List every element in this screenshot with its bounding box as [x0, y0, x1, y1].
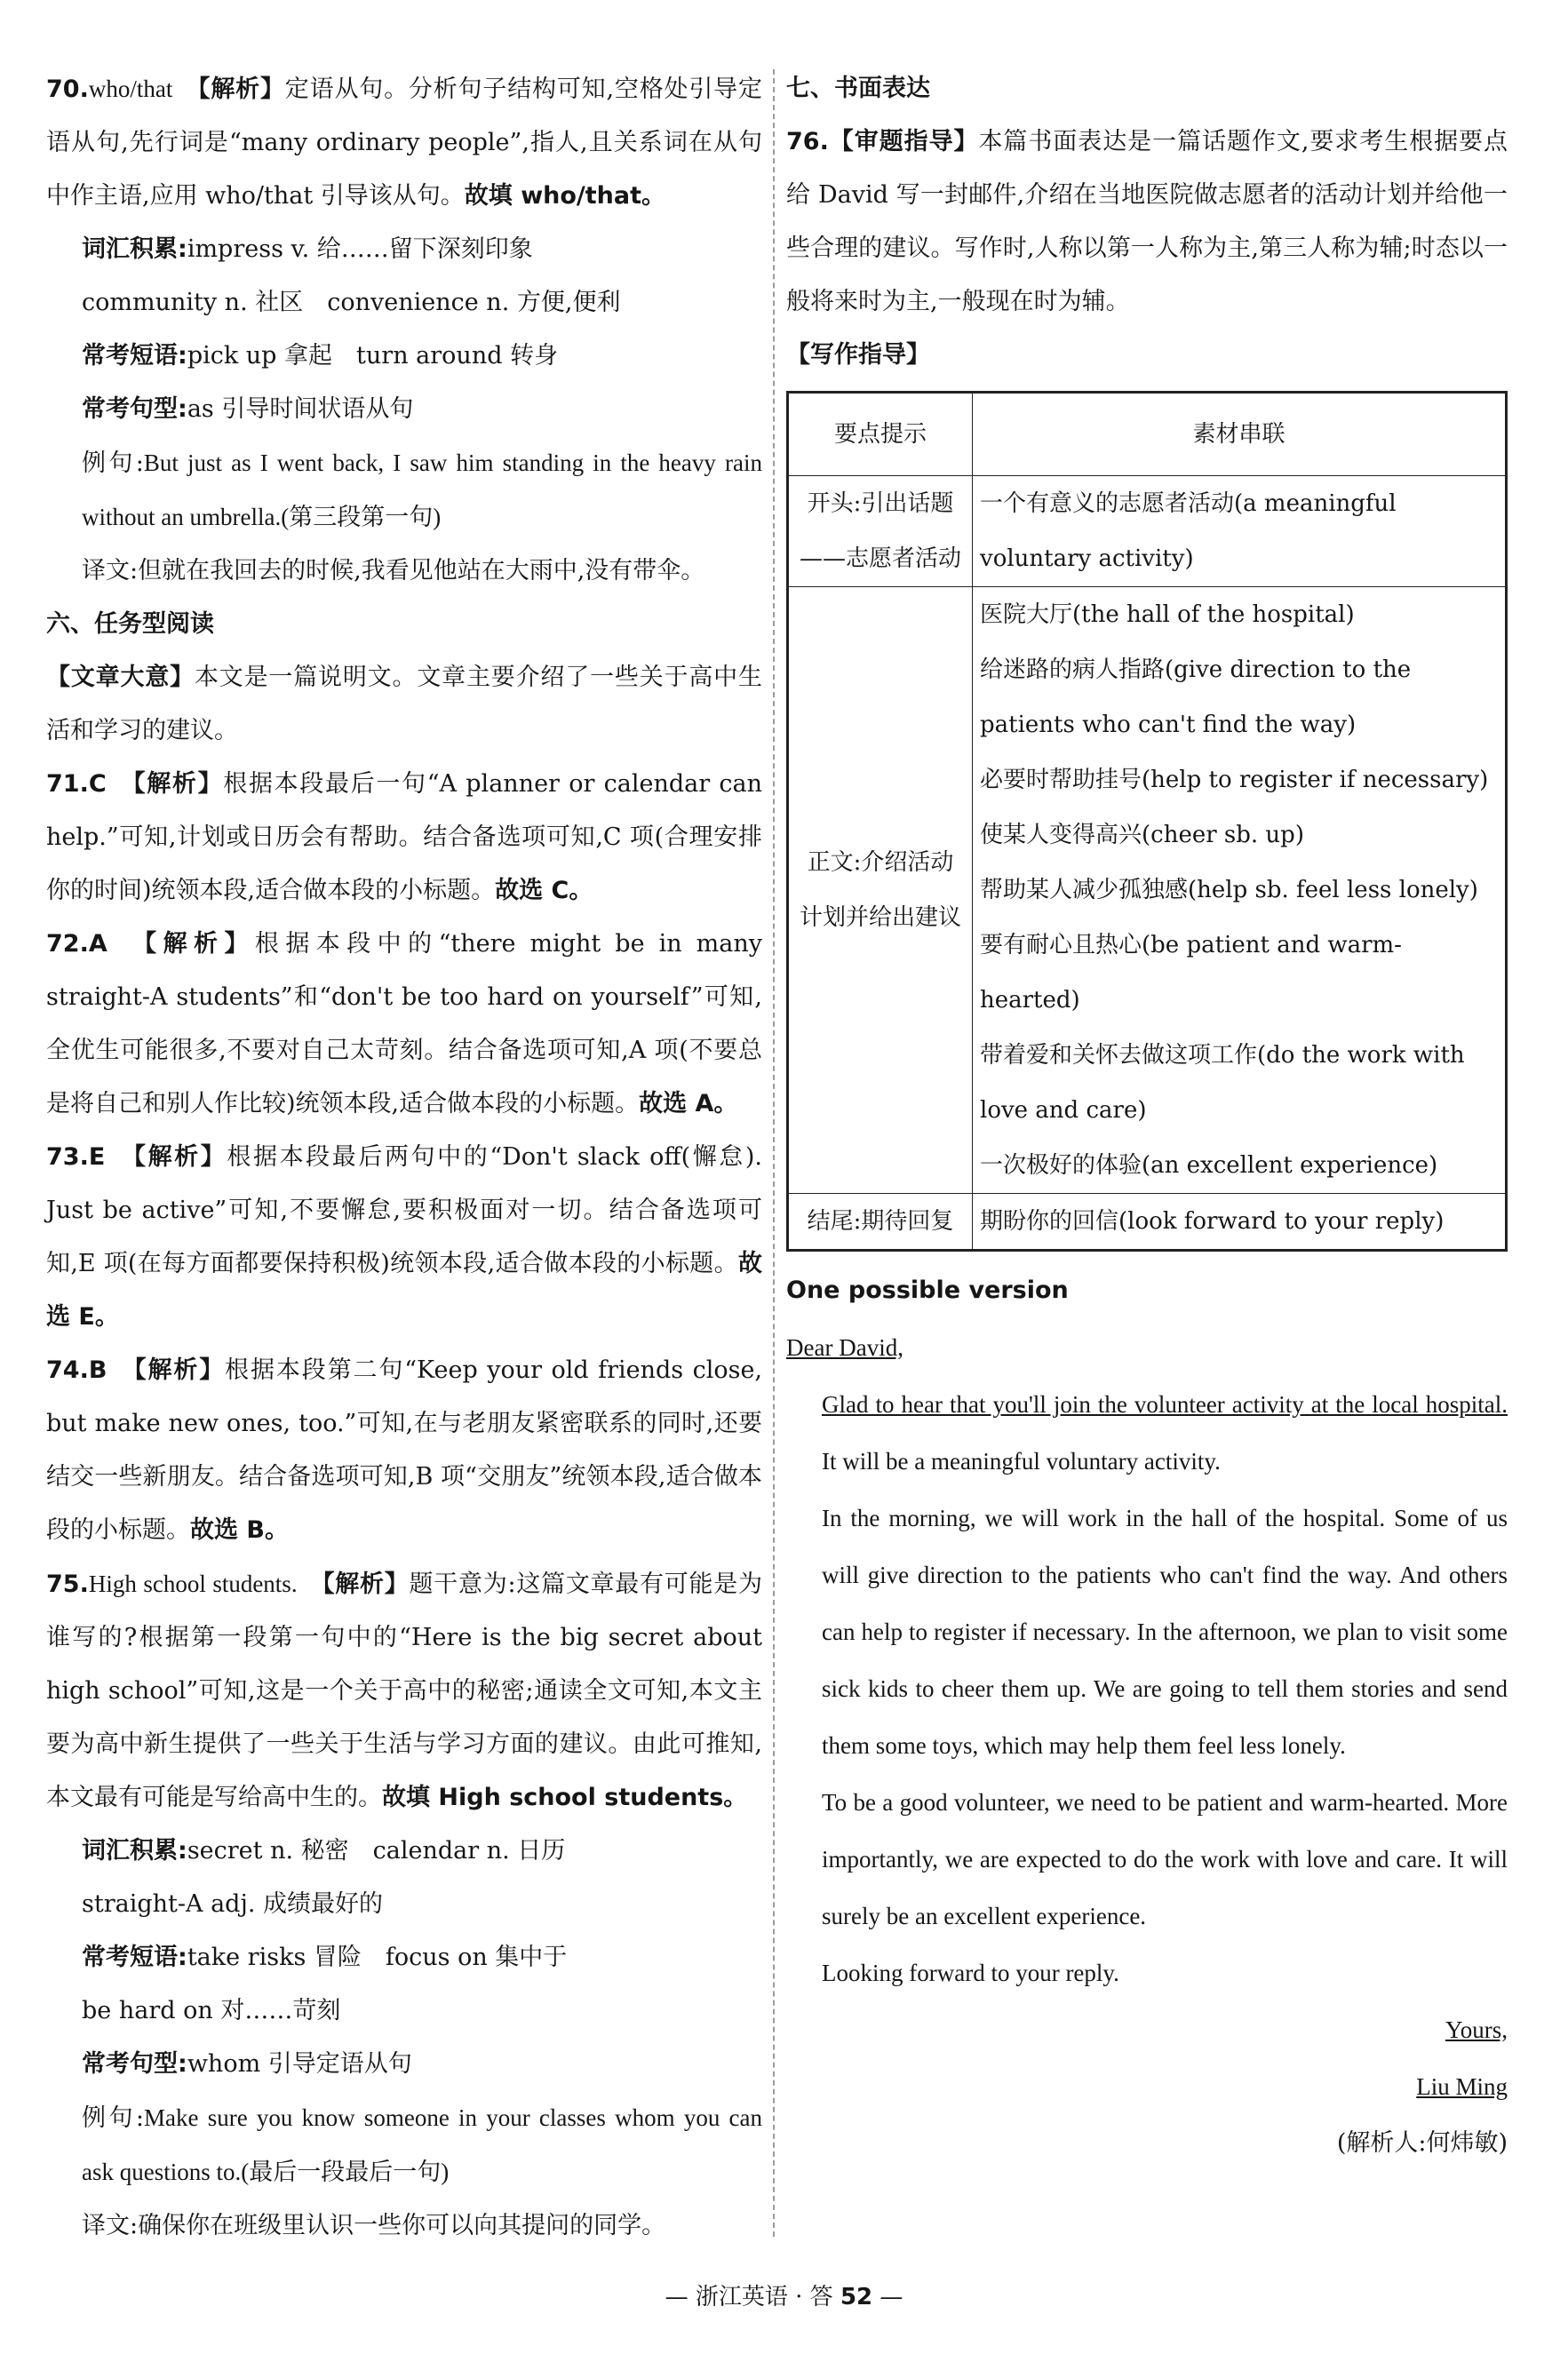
table-item: 必要时帮助挂号(help to register if necessary) [980, 767, 1489, 793]
version-label: One possible version [786, 1276, 1069, 1304]
translation-line: 译文:确保你在班级里认识一些你可以向其提问的同学。 [82, 2212, 666, 2239]
column-divider [773, 69, 775, 2237]
table-item: 一次极好的体验(an excellent experience) [980, 1152, 1438, 1179]
letter-paragraph: Looking forward to your reply. [822, 1960, 1119, 1986]
table-key-cell: 正文:介绍活动计划并给出建议 [788, 587, 973, 1194]
phrase-line: 常考短语:pick up 拿起 turn around 转身 [82, 342, 559, 370]
q75-answer: 75.High school students. 【解析】题干意为:这篇文章最有可能是为谁写的?根据第一段第一句中的“Here is the big secret about high school”可知,这是一个关于高中的秘密;通读全文可知,本文主要为高中新生提供了一些关于生活与学习方面的建议。由此可推知,本文最有可能是写给高中生的。故填 High school students。 [46, 1571, 762, 1811]
table-row [788, 1194, 1507, 1251]
writing-guide-table [786, 391, 1508, 1252]
page-number: 52 [840, 2284, 873, 2310]
sentence-pattern-line: 常考句型:as 引导时间状语从句 [82, 395, 414, 423]
example-sentence: 例句:But just as I went back, I saw him standing in the heavy rain without an umbrella.(第三段第一句) [82, 449, 762, 530]
letter-closing: Yours, [1445, 2016, 1508, 2043]
table-content-cell [973, 587, 1507, 1194]
table-key-cell: 开头:引出话题——志愿者活动 [788, 476, 973, 587]
q72-answer: 72.A 【解析】根据本段中的“there might be in many straight-A students”和“don't be too hard on yourself”可知,全优生可能很多,不要对自己太苛刻。结合备选项可知,A 项(不要总是将自己和别人作比较)统领本段,适合做本段的小标题。故选 A。 [46, 930, 762, 1117]
section-heading: 七、书面表达 [786, 75, 930, 102]
letter-paragraph: In the morning, we will work in the hall of the hospital. Some of us will give direction to the patients who can't find the way. And others can help to register if necessary. In the afternoon, we plan to visit some sick kids to cheer them up. We are going to tell them stories and send them some toys, which may help them feel less lonely. [822, 1505, 1508, 1759]
example-sentence: 例句:Make sure you know someone in your classes whom you can ask questions to.(最后一段最后一句) [82, 2104, 762, 2185]
table-item: 期盼你的回信(look forward to your reply) [980, 1208, 1445, 1235]
sample-letter [786, 1262, 1508, 2172]
table-key-cell: 结尾:期待回复 [788, 1194, 973, 1251]
sentence-pattern-line: 常考句型:whom 引导定语从句 [82, 2050, 412, 2078]
letter-paragraph: Glad to hear that you'll join the volunteer activity at the local hospital. It will be a meaningful voluntary activity. [822, 1391, 1508, 1475]
table-content-cell [973, 1194, 1507, 1251]
table-item: 要有耐心且热心(be patient and warm-hearted) [980, 932, 1402, 1014]
phrase-line: 常考短语:take risks 冒险 focus on 集中于 [82, 1944, 568, 1971]
table-header-cell: 素材串联 [973, 393, 1507, 476]
q71-answer: 71.C 【解析】根据本段最后一句“A planner or calendar can help.”可知,计划或日历会有帮助。结合备选项可知,C 项(合理安排你的时间)统领本段,适合做本段的小标题。故选 C。 [46, 770, 763, 904]
page-footer: — 浙江英语 · 答 52 — [665, 2284, 903, 2310]
vocab-line: straight-A adj. 成绩最好的 [82, 1890, 383, 1918]
table-item: 给迷路的病人指路(give direction to the patients who can't find the way) [980, 656, 1412, 738]
translation-line: 译文:但就在我回去的时候,我看见他站在大雨中,没有带伞。 [82, 557, 705, 585]
table-item: 帮助某人减少孤独感(help sb. feel less lonely) [980, 877, 1478, 903]
table-item: 一个有意义的志愿者活动(a meaningful voluntary activity) [980, 490, 1397, 572]
table-item: 带着爱和关怀去做这项工作(do the work with love and care) [980, 1042, 1465, 1124]
q76-guide: 76.【审题指导】本篇书面表达是一篇话题作文,要求考生根据要点给 David 写一封邮件,介绍在当地医院做志愿者的活动计划并给他一些合理的建议。写作时,人称以第一人称为主,第三人称为辅;时态以一般将来时为主,一般现在时为辅。 [786, 128, 1508, 315]
table-item: 医院大厅(the hall of the hospital) [980, 601, 1355, 628]
right-column [786, 62, 1508, 2172]
q73-answer: 73.E 【解析】根据本段最后两句中的“Don't slack off(懈怠). Just be active”可知,不要懈怠,要积极面对一切。结合备选项可知,E 项(在每方面都要保持积极)统领本段,适合做本段的小标题。故选 E。 [46, 1143, 763, 1331]
vocab-line: 词汇积累:impress v. 给……留下深刻印象 [82, 235, 533, 263]
section-heading: 六、任务型阅读 [46, 610, 214, 638]
table-header-cell: 要点提示 [788, 393, 973, 476]
letter-paragraph: To be a good volunteer, we need to be patient and warm-hearted. More importantly, we are expected to do the work with love and care. It will surely be an excellent experience. [822, 1789, 1508, 1929]
writing-guide-label: 【写作指导】 [786, 341, 930, 369]
table-row [788, 587, 1507, 1194]
table-header-row [788, 393, 1507, 476]
table-content-cell [973, 476, 1507, 587]
analyst-credit: (解析人:何炜敏) [1336, 2129, 1508, 2157]
q70-answer: 70.who/that 【解析】定语从句。分析句子结构可知,空格处引导定语从句,先行词是“many ordinary people”,指人,且关系词在从句中作主语,应用 who/that 引导该从句。故填 who/that。 [46, 76, 763, 210]
letter-signature: Liu Ming [1416, 2073, 1508, 2100]
phrase-line: be hard on 对……苛刻 [82, 1997, 341, 2024]
vocab-line: 词汇积累:secret n. 秘密 calendar n. 日历 [82, 1837, 566, 1865]
vocab-line: community n. 社区 convenience n. 方便,便利 [82, 289, 621, 316]
letter-salutation: Dear David, [786, 1334, 903, 1361]
main-idea: 【文章大意】本文是一篇说明文。文章主要介绍了一些关于高中生活和学习的建议。 [46, 664, 763, 744]
left-column [46, 62, 762, 2253]
q74-answer: 74.B 【解析】根据本段第二句“Keep your old friends close, but make new ones, too.”可知,在与老朋友紧密联系的同时,还要结交一些新朋友。结合备选项可知,B 项“交朋友”统领本段,适合做本段的小标题。故选 B。 [46, 1356, 763, 1544]
table-item: 使某人变得高兴(cheer sb. up) [980, 822, 1304, 848]
table-row [788, 476, 1507, 587]
